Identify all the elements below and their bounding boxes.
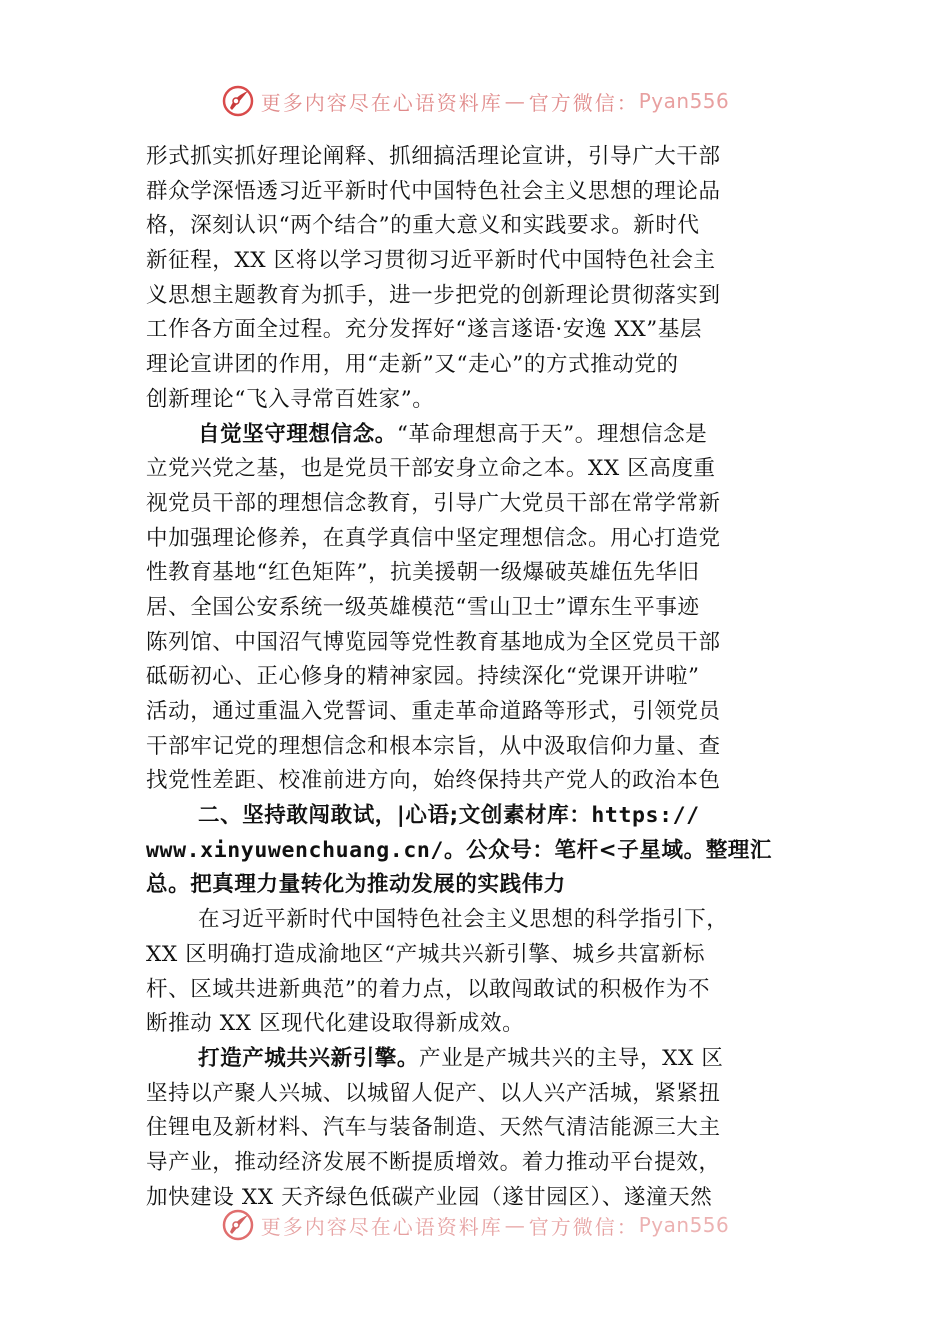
watermark-label: 官方微信：: [528, 90, 639, 115]
text-line: 加快建设 XX 天齐绿色低碳产业园（遂甘园区）、遂潼天然: [146, 1184, 713, 1210]
text-line: 中加强理论修养，在真学真信中坚定理想信念。用心打造党: [146, 525, 721, 551]
section-heading: 。公众号：笔杆<子星域。整理汇: [443, 837, 773, 863]
text-line: 砥砺初心、正心修身的精神家园。持续深化“党课开讲啦”: [146, 664, 700, 690]
section-heading-line: [146, 834, 808, 869]
paragraph-text: “革命理想高于天”。理想信念是: [396, 421, 708, 447]
paragraph-text: 产业是产城共兴的主导，XX 区: [419, 1045, 724, 1071]
text-line: XX 区明确打造成渝地区“产城共兴新引擎、城乡共富新标: [146, 941, 706, 967]
watermark-text: 更多内容尽在心语资料库: [260, 90, 503, 115]
text-line: 视党员干部的理想信念教育，引导广大党员干部在常学常新: [146, 490, 721, 516]
section-heading: 二、坚持敢闯敢试，|心语;文创素材库：: [198, 803, 592, 829]
watermark-separator: —: [504, 89, 527, 113]
watermark-text: 更多内容尽在心语资料库: [260, 1214, 503, 1239]
text-line: 立党兴党之基，也是党员干部安身立命之本。XX 区高度重: [146, 456, 716, 482]
text-line: 断推动 XX 区现代化建设取得新成效。: [146, 1011, 525, 1037]
paragraph-start-line: [146, 418, 808, 453]
text-line: 理论宣讲团的作用，用“走新”又“走心”的方式推动党的: [146, 352, 679, 378]
text-line: 活动，通过重温入党誓词、重走革命道路等形式，引领党员: [146, 699, 721, 724]
text-line: 形式抓实抓好理论阐释、抓细搞活理论宣讲，引导广大干部: [146, 144, 721, 169]
text-line: 义思想主题教育为抓手，进一步把党的创新理论贯彻落实到: [146, 282, 721, 308]
text-line: 干部牢记党的理想信念和根本宗旨，从中汲取信仰力量、查: [146, 733, 721, 759]
text-line: 新征程，XX 区将以学习贯彻习近平新时代中国特色社会主: [146, 248, 716, 274]
text-line: 住锂电及新材料、汽车与装备制造、天然气清洁能源三大主: [146, 1115, 721, 1141]
text-line: 工作各方面全过程。充分发挥好“遂言遂语·安逸 XX”基层: [146, 317, 703, 343]
text-line: 坚持以产聚人兴城、以城留人促产、以人兴产活城，紧紧扭: [146, 1080, 721, 1106]
text-line: 找党性差距、校准前进方向，始终保持共产党人的政治本色: [146, 768, 721, 794]
watermark-id: Pyan556: [638, 1213, 730, 1237]
text-line: 在习近平新时代中国特色社会主义思想的科学指引下，: [198, 907, 729, 933]
text-line: 杆、区域共进新典范”的着力点，以敢闯敢试的积极作为不: [146, 976, 711, 1002]
url-fragment: https://: [591, 803, 700, 829]
section-heading-line: [146, 799, 808, 834]
header-watermark: [0, 84, 950, 118]
paragraph-start-line: [146, 1042, 808, 1077]
section-heading-line: 总。把真理力量转化为推动发展的实践伟力: [146, 872, 566, 898]
text-line: 群众学深悟透习近平新时代中国特色社会主义思想的理论品: [146, 178, 721, 204]
text-line: 创新理论“飞入寻常百姓家”。: [146, 386, 435, 412]
brush-logo-icon: [221, 84, 255, 118]
paragraph-heading: 打造产城共兴新引擎。: [198, 1045, 420, 1071]
text-line: 格，深刻认识“两个结合”的重大意义和实践要求。新时代: [146, 213, 700, 239]
watermark-id: Pyan556: [638, 89, 730, 113]
watermark-separator: —: [504, 1213, 527, 1237]
document-body: [146, 140, 808, 1215]
paragraph-heading: 自觉坚守理想信念。: [198, 421, 397, 447]
footer-watermark: [0, 1208, 950, 1242]
brush-logo-icon: [221, 1208, 255, 1242]
text-line: 性教育基地“红色矩阵”，抗美援朝一级爆破英雄伍先华旧: [146, 560, 700, 586]
text-line: 陈列馆、中国沼气博览园等党性教育基地成为全区党员干部: [146, 629, 721, 655]
watermark-label: 官方微信：: [528, 1214, 639, 1239]
text-line: 导产业，推动经济发展不断提质增效。着力推动平台提效，: [146, 1149, 721, 1175]
text-line: 居、全国公安系统一级英雄模范“雪山卫士”谭东生平事迹: [146, 594, 700, 620]
url-fragment: www.xinyuwenchuang.cn/: [146, 837, 444, 863]
